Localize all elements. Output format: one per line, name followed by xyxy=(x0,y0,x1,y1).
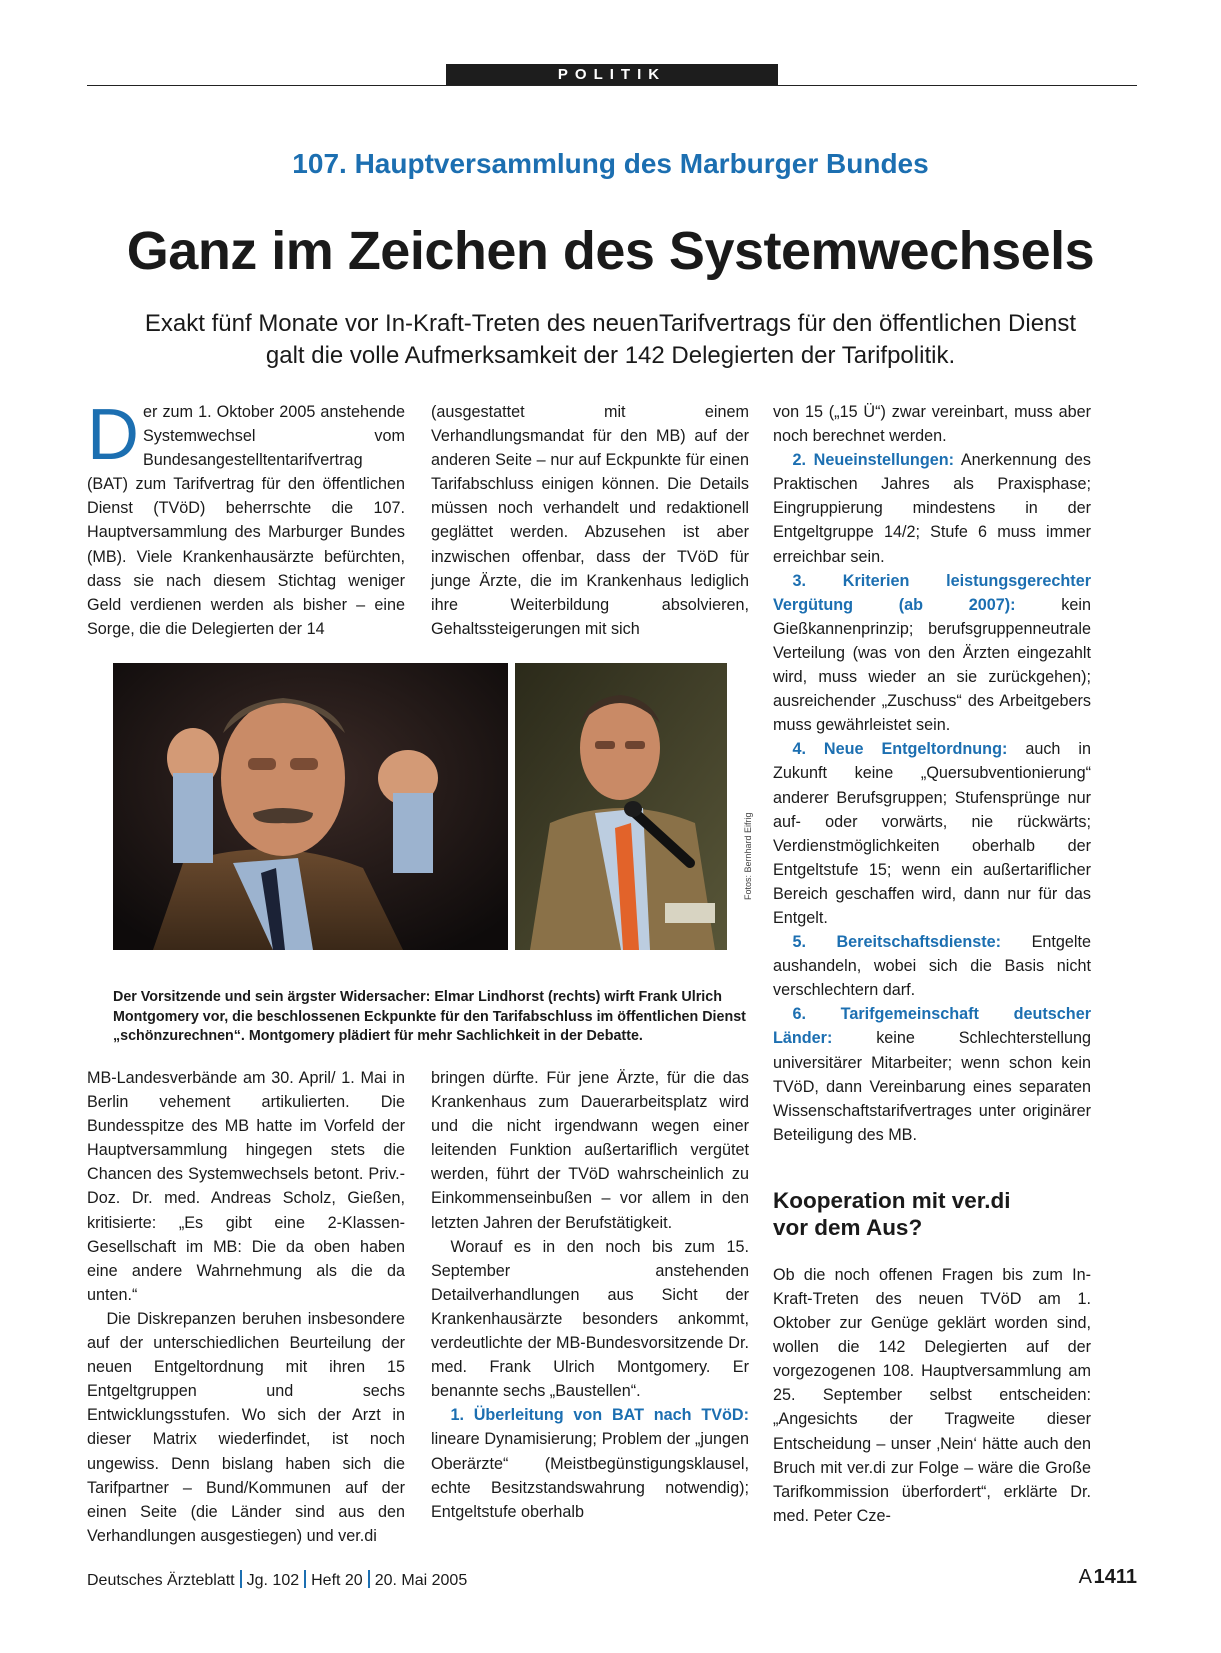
point-text: auch in Zukunft keine „Quersubventionierung“ anderer Berufsgruppen; Stufensprünge nur auf- oder vorwärts, nie rückwärts; Verdienstmöglichkeiten oberhalb der Entgeltstufe 15; wenn ein außertariflicher Bereich geschaffen wird, dann nur für das Entgelt. xyxy=(773,740,1091,927)
paragraph: von 15 („15 Ü“) zwar vereinbart, muss aber noch berechnet werden. xyxy=(773,403,1091,446)
photo-caption: Der Vorsitzende und sein ärgster Widersacher: Elmar Lindhorst (rechts) wirft Frank Ulrich Montgomery vor, die beschlossenen Eckpunkte für den Tarifabschluss im öffentlichen Dienst „schönzurechnen“. Montgomery plädiert für mehr Sachlichkeit in der Debatte. xyxy=(113,989,746,1044)
lead-line-1: Exakt fünf Monate vor In-Kraft-Treten des neuenTarifvertrags für den öffentlichen Dienst xyxy=(144,310,1077,337)
point-text: lineare Dynamisierung; Problem der „jungen Oberärzte“ (Meistbegünstigungsklausel, echte Besitzstandswahrung notwendig); Entgeltstufe oberhalb xyxy=(431,1430,749,1521)
section-rubric: POLITIK xyxy=(446,64,778,85)
photo-montgomery xyxy=(113,663,508,950)
point-text: Anerkennung des Praktischen Jahres als Praxisphase; Eingruppierung mindestens in der Entgeltgruppe 14/2; Stufe 6 muss immer erreichbar sein. xyxy=(773,451,1091,566)
paragraph xyxy=(773,1002,1091,1147)
column-2-bottom xyxy=(431,1066,749,1524)
paragraph: bringen dürfte. Für jene Ärzte, für die das Krankenhaus zum Dauerarbeitsplatz wird und die nicht irgendwann wegen einer leitenden Funktion außertariflich vergütet werden, führt der TVöD wahrscheinlich zu Einkommenseinbußen – vor allem in den letzten Jahren der Berufstätigkeit. xyxy=(431,1069,749,1232)
column-2-top xyxy=(431,400,749,641)
journal-name: Deutsches Ärzteblatt xyxy=(87,1572,235,1589)
point-label: 6. Tarifgemeinschaft deutscher Länder: xyxy=(773,1005,1091,1048)
photo-credit: Fotos: Bernhard Eifrig xyxy=(743,812,753,900)
paragraph: (ausgestattet mit einem Verhandlungsmandat für den MB) auf der anderen Seite – nur auf Eckpunkte für einen Tarifabschluss einigen können. Die Details müssen noch verhandelt und redaktionell geglättet werden. Abzusehen ist aber inzwischen offenbar, dass der TVöD für junge Ärzte, die im Krankenhaus lediglich ihre Weiterbildung absolvieren, Gehaltssteigerungen mit sich xyxy=(431,403,749,638)
paragraph xyxy=(773,448,1091,568)
paragraph: er zum 1. Oktober 2005 anstehende Systemwechsel vom Bundesangestelltentarifvertrag (BAT) zum Tarifvertrag für den öffentlichen Dienst (TVöD) beherrschte die 107. Hauptversammlung des Marburger Bundes (MB). Viele Krankenhausärzte befürchten, dass sie nach diesem Stichtag weniger Geld verdienen werden als bisher – eine Sorge, die die Delegierten der 14 xyxy=(87,403,405,638)
photo-lindhorst xyxy=(515,663,727,950)
column-3 xyxy=(773,400,1091,1528)
page-number-value: 1411 xyxy=(1093,1566,1137,1588)
column-1-bottom xyxy=(87,1066,405,1548)
journal-date: 20. Mai 2005 xyxy=(374,1572,468,1589)
point-label: 5. Bereitschaftsdienste: xyxy=(792,933,1002,952)
point-text: keine Schlechterstellung universitärer Mitarbeiter; wenn schon kein TVöD, dann Vereinbarung eines separaten Wissenschaftstarifvertrages unter originärer Beteiligung des MB. xyxy=(773,1029,1091,1144)
column-1-top xyxy=(87,395,405,641)
page-footer xyxy=(87,1570,467,1590)
paragraph: MB-Landesverbände am 30. April/ 1. Mai in Berlin vehement artikulierten. Die Bundesspitze des MB hatte im Vorfeld der Hauptversammlung hingegen stets die Chancen des Systemwechsels betont. Priv.-Doz. Dr. med. Andreas Scholz, Gießen, kritisierte: „Es gibt eine 2-Klassen-Gesellschaft im MB: Die da oben haben eine andere Wahrnehmung als die da unten.“ xyxy=(87,1069,405,1304)
point-label: 2. Neueinstellungen: xyxy=(792,451,954,470)
drop-cap: D xyxy=(87,395,139,475)
footer-separator xyxy=(368,1570,370,1588)
article-title: Ganz im Zeichen des Systemwechsels xyxy=(126,221,1095,281)
paragraph xyxy=(773,930,1091,1002)
article-kicker: 107. Hauptversammlung des Marburger Bundes xyxy=(292,148,929,179)
subhead-line-1: Kooperation mit ver.di xyxy=(773,1187,1011,1213)
paragraph: Die Diskrepanzen beruhen insbesondere auf der unterschiedlichen Beurteilung der neuen Entgeltordnung mit ihren 15 Entgeltgruppen und sechs Entwicklungsstufen. Wo sich der Arzt in dieser Matrix wiederfindet, ist noch ungewiss. Denn bislang haben sich die Tarifpartner – Bund/Kommunen auf der einen Seite (die Länder sind aus den Verhandlungen ausgestiegen) und ver.di xyxy=(87,1309,405,1545)
article-lead xyxy=(100,308,1121,372)
section-subhead xyxy=(773,1187,1091,1241)
point-label: 4. Neue Entgeltordnung: xyxy=(792,740,1008,759)
journal-issue: Heft 20 xyxy=(311,1572,363,1589)
page-number xyxy=(1079,1566,1137,1589)
point-label: 3. Kriterien leistungsgerechter Vergütung (ab 2007): xyxy=(773,571,1091,614)
paragraph: Ob die noch offenen Fragen bis zum In-Kraft-Treten des neuen TVöD am 1. Oktober zur Genüge geklärt worden sind, wollen die 142 Delegierten auf der vorgezogenen 108. Hauptversammlung am 25. September selbst entscheiden: „Angesichts der Tragweite dieser Entscheidung – unser ‚Nein‘ hätte auch den Bruch mit ver.di zur Folge – wäre die Große Tarifkommission überfordert“, erklärte Dr. med. Peter Cze- xyxy=(773,1265,1091,1525)
paragraph xyxy=(773,569,1091,738)
paragraph xyxy=(773,737,1091,930)
header-rule xyxy=(87,85,1137,86)
point-text: kein Gießkannenprinzip; berufsgruppenneutrale Verteilung (was von den Ärzten eingezahlt wird, muss wieder an sie zurückgehen); ausreichender „Zuschuss“ des Arbeitgebers muss gewährleistet sein. xyxy=(773,595,1091,735)
paragraph: Worauf es in den noch bis zum 15. September anstehenden Detailverhandlungen aus Sicht der Krankenhausärzte besonders ankommt, verdeutlichte der MB-Bundesvorsitzende Dr. med. Frank Ulrich Montgomery. Er benannte sechs „Baustellen“. xyxy=(431,1237,749,1401)
footer-separator xyxy=(304,1570,306,1588)
lead-line-2: galt die volle Aufmerksamkeit der 142 Delegierten der Tarifpolitik. xyxy=(265,342,956,369)
page-prefix: A xyxy=(1078,1566,1092,1588)
footer-separator xyxy=(240,1570,242,1588)
paragraph xyxy=(431,1403,749,1523)
point-label: 1. Überleitung von BAT nach TVöD: xyxy=(450,1406,749,1425)
subhead-line-2: vor dem Aus? xyxy=(773,1214,923,1240)
point-text: Entgelte aushandeln, wobei sich die Basis nicht verschlechtern darf. xyxy=(773,933,1091,1000)
journal-volume: Jg. 102 xyxy=(246,1572,300,1589)
